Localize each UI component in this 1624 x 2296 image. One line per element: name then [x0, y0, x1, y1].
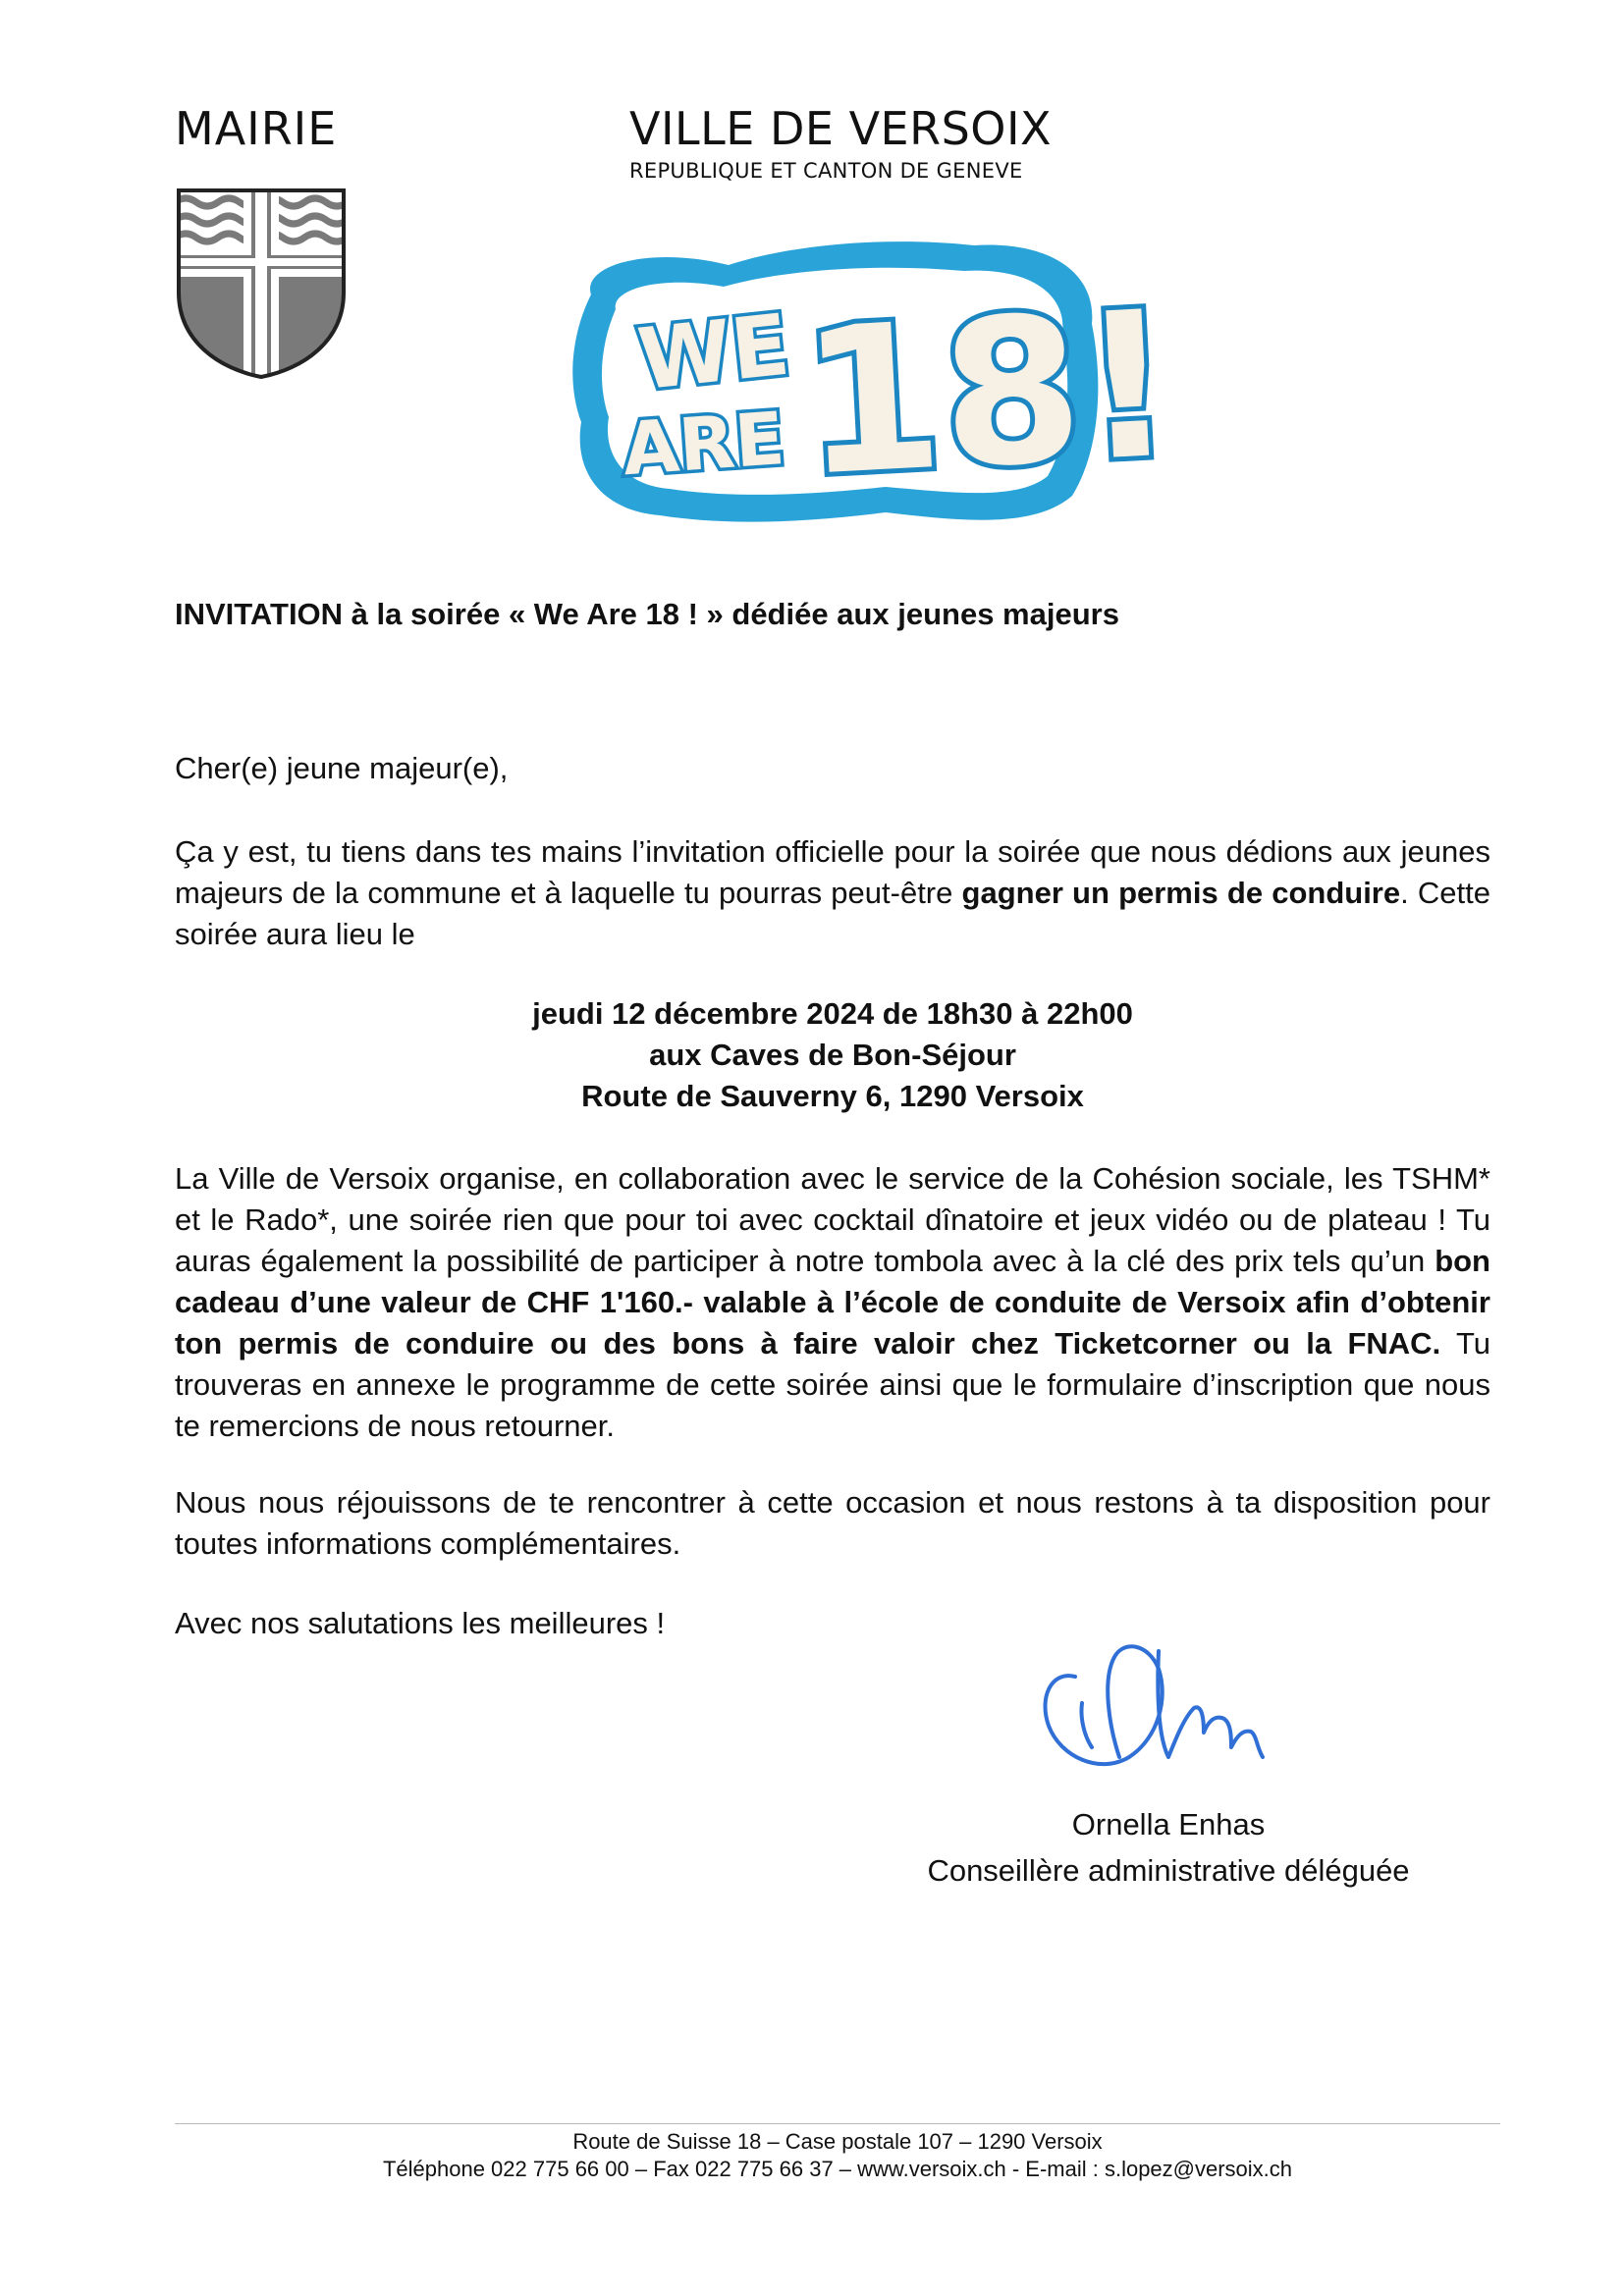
footer-contact: Téléphone 022 775 66 00 – Fax 022 775 66 37 – www.versoix.ch - E-mail : s.lopez@versoix.ch	[382, 2157, 1293, 2181]
details-text-1: La Ville de Versoix organise, en collaboration avec le service de la Cohésion sociale, les TSHM* et le Rado*, une soirée rien que pour toi avec cocktail dînatoire et jeux vidéo ou de plateau ! Tu auras également la possibilité de participer à notre tombola avec à la clé des prix tels qu’un	[175, 1161, 1490, 1278]
greeting: Cher(e) jeune majeur(e),	[175, 751, 509, 785]
signer-name: Ornella Enhas	[1071, 1807, 1266, 1842]
logo-18-text: 18!	[795, 268, 1180, 521]
intro-text-2: . Cette soirée aura lieu le	[175, 876, 1490, 951]
event-place: aux Caves de Bon-Séjour	[649, 1038, 1016, 1072]
intro-bold: gagner un permis de conduire	[961, 876, 1401, 910]
logo-are-text: ARE	[620, 397, 787, 493]
intro-text-1: Ça y est, tu tiens dans tes mains l’invitation officielle pour la soirée que nous dédions aux jeunes majeurs de la commune et à laquelle tu pourras peut-être	[175, 834, 1490, 910]
republique-subheading: REPUBLIQUE ET CANTON DE GENEVE	[629, 159, 1023, 183]
invitation-title: INVITATION à la soirée « We Are 18 ! » dédiée aux jeunes majeurs	[175, 597, 1119, 631]
ville-heading: VILLE DE VERSOIX	[629, 102, 1053, 155]
details-bold: bon cadeau d’une valeur de CHF 1'160.- valable à l’école de conduite de Versoix afin d’obtenir ton permis de conduire ou des bons à faire valoir chez Ticketcorner ou la FNAC.	[175, 1244, 1490, 1361]
intro-paragraph	[175, 831, 1490, 955]
signature-icon	[1021, 1610, 1306, 1787]
footer-divider	[175, 2123, 1500, 2124]
event-address: Route de Sauverny 6, 1290 Versoix	[581, 1079, 1084, 1113]
we-are-18-logo	[562, 236, 1180, 530]
footer-address: Route de Suisse 18 – Case postale 107 – 1290 Versoix	[572, 2129, 1103, 2154]
signer-role: Conseillère administrative déléguée	[927, 1853, 1410, 1888]
mairie-heading: MAIRIE	[175, 102, 338, 155]
details-paragraph	[175, 1158, 1490, 1447]
logo-we-text: WE	[633, 295, 794, 410]
coat-of-arms-icon	[175, 187, 348, 379]
closing-paragraph: Nous nous réjouissons de te rencontrer à cette occasion et nous restons à ta disposition pour toutes informations complémentaires.	[175, 1485, 1490, 1561]
salutation: Avec nos salutations les meilleures !	[175, 1606, 666, 1640]
details-text-2: Tu trouveras en annexe le programme de cette soirée ainsi que le formulaire d’inscription que nous te remercions de nous retourner.	[175, 1326, 1490, 1443]
event-date: jeudi 12 décembre 2024 de 18h30 à 22h00	[532, 996, 1133, 1031]
